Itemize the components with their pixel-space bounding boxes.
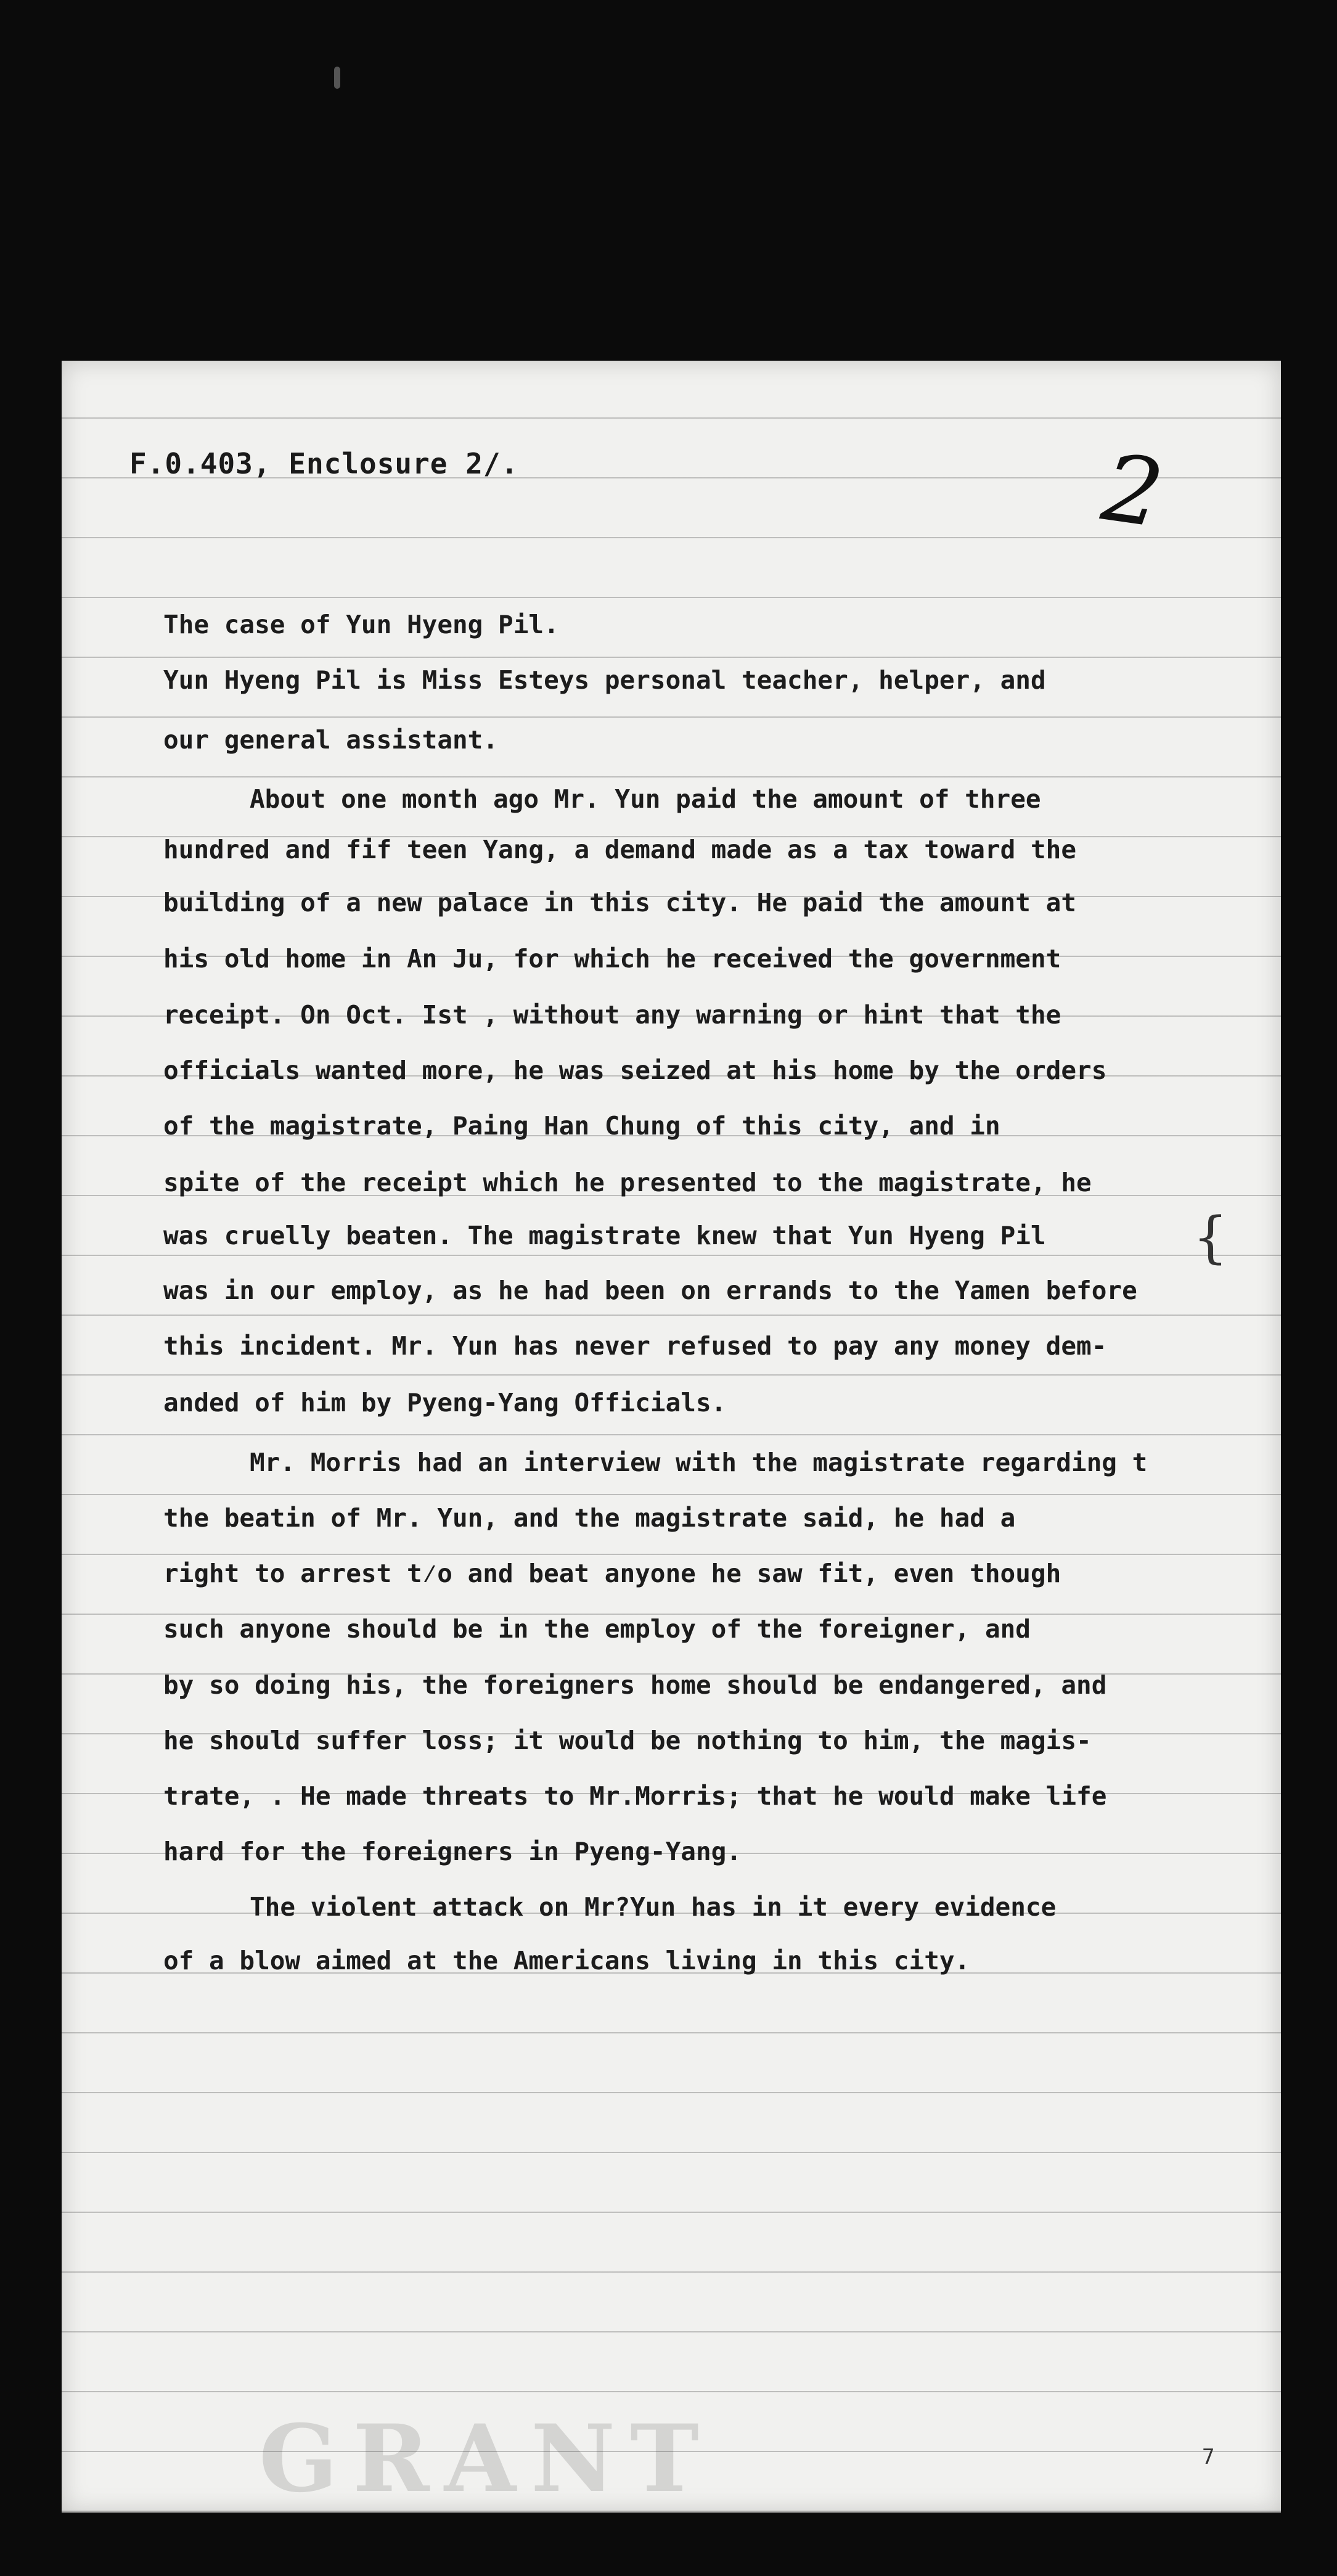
text-line: his old home in An Ju, for which he received the government: [163, 944, 1061, 974]
text-line: trate, . He made threats to Mr.Morris; that he would make life: [163, 1781, 1107, 1811]
text-line: spite of the receipt which he presented to the magistrate, he: [163, 1168, 1092, 1197]
text-line: right to arrest t⁄o and beat anyone he saw fit, even though: [163, 1559, 1061, 1588]
text-line: by so doing his, the foreigners home should be endangered, and: [163, 1670, 1107, 1700]
handwritten-page-number: 2: [1096, 434, 1170, 549]
text-line: this incident. Mr. Yun has never refused to pay any money dem-: [163, 1331, 1107, 1361]
corner-mark: 7: [1202, 2445, 1215, 2469]
text-line: Yun Hyeng Pil is Miss Esteys personal teacher, helper, and: [163, 665, 1046, 695]
text-line: of the magistrate, Paing Han Chung of this city, and in: [163, 1111, 1000, 1141]
text-line: anded of him by Pyeng-Yang Officials.: [163, 1388, 727, 1417]
text-line: hundred and fif teen Yang, a demand made as a tax toward the: [163, 835, 1077, 864]
text-line: the beatin of Mr. Yun, and the magistrate said, he had a: [163, 1503, 1016, 1533]
faint-watermark: GRANT: [259, 2405, 714, 2513]
film-speck: [334, 67, 340, 89]
text-line: About one month ago Mr. Yun paid the amount of three: [250, 784, 1041, 814]
text-line: of a blow aimed at the Americans living in this city.: [163, 1946, 970, 1975]
text-line: such anyone should be in the employ of the foreigner, and: [163, 1614, 1031, 1644]
text-line: receipt. On Oct. Ist , without any warning or hint that the: [163, 1000, 1061, 1030]
text-line: was cruelly beaten. The magistrate knew that Yun Hyeng Pil: [163, 1221, 1046, 1250]
text-line: Mr. Morris had an interview with the magistrate regarding t: [250, 1448, 1148, 1477]
text-line: The case of Yun Hyeng Pil.: [163, 610, 559, 639]
text-line: building of a new palace in this city. He paid the amount at: [163, 888, 1077, 917]
text-line: was in our employ, as he had been on errands to the Yamen before: [163, 1276, 1137, 1305]
handwritten-brace-mark: {: [1193, 1205, 1229, 1270]
text-line: officials wanted more, he was seized at his home by the orders: [163, 1056, 1107, 1085]
text-line: hard for the foreigners in Pyeng-Yang.: [163, 1837, 742, 1866]
text-line: The violent attack on Mr?Yun has in it every evidence: [250, 1892, 1057, 1922]
document-heading: F.0.403, Enclosure 2/.: [129, 447, 519, 480]
text-line: our general assistant.: [163, 725, 499, 755]
text-line: he should suffer loss; it would be nothing to him, the magis-: [163, 1726, 1092, 1755]
